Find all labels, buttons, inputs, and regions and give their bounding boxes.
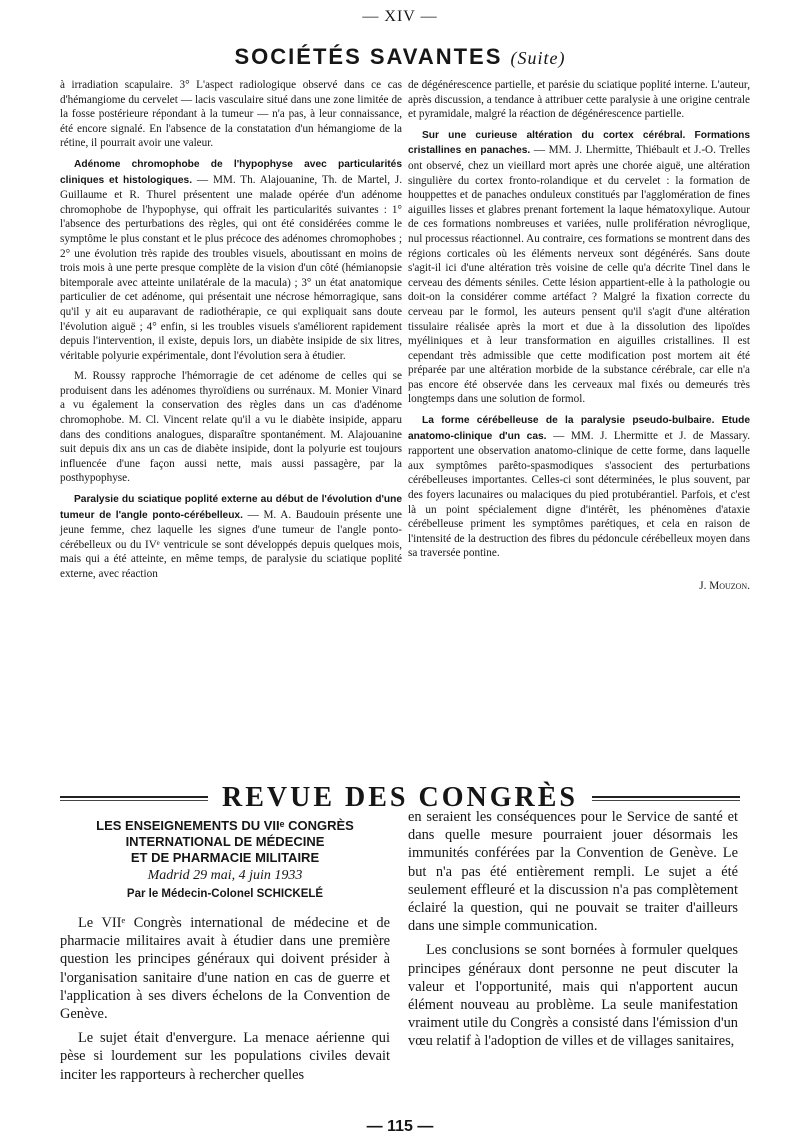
heading-line: INTERNATIONAL DE MÉDECINE <box>125 834 325 849</box>
right-column <box>408 78 750 594</box>
congres-right-column <box>408 808 738 1051</box>
congres-left-text <box>60 914 390 1084</box>
article-heading: La forme cérébelleuse de la paralysie pseudo-bulbaire. Etude anatomo-clinique d'un cas. <box>408 415 750 442</box>
article-text: — MM. J. Lhermitte, Thiébault et J.-O. Trelles ont observé, chez un vieillard mort après une chorée aiguë, une altération singulière du cortex fronto-rolandique et du cervelet : la formation de houppettes et de panaches onduleux constitués par l'agglomération de fines aiguilles lisses et glabres prenant fortement la laque hématoxylique. Autour de ces formations nombreuses et variées, nulle prolifération névroglique, nul processus réactionnel. Au contraire, ces formations se montrent dans des régions corticales où les éléments nerveux sont dégénérés. Sans doute s'agit-il ici d'une altération très voisine de celle qu'a décrite Tinel dans le cerveau des déments séniles. Cette lésion appartient-elle à la pathologie ou doit-on la considérer comme artéfact ? Malgré la fixation correcte du cerveau par le formol, les auteurs pensent qu'il s'agit d'une altération tissulaire réalisée après la mort et due à la dissolution des lipoïdes myéliniques et à leur transformation en aiguilles cristallines. Il est cependant très admissible que cette modification post mortem ait été préparée par une altération morbide de la substance cérébrale, car elle n'a pas encore été observée dans les cerveaux mal fixés ou demeurés très longtemps dans une solution de formol. <box>408 144 750 406</box>
congres-article-heading <box>60 818 390 866</box>
article-heading: Adénome chromophobe de l'hypophyse avec particularités cliniques et histologiques. <box>60 158 402 186</box>
article-text: — MM. J. Lhermitte et J. de Massary. rapportent une observation anatomo-clinique de cette forme, dans laquelle aux symptômes parêto-spasmodiques s'associent des perturbations cérébelleuses importantes. Celles-ci sont déterminées, le plus souvent, par des foyers lacunaires ou malaciques du pied protubérantiel. Parfois, et c'est là un point spécialement digne d'intérêt, les phénomènes d'ataxie cérébelleuse priment les symptômes parétiques, et cela en raison de l'intensité de la destruction des fibres du pédoncule cérébelleux moyen dans sa traversée pontine. <box>408 429 750 560</box>
paragraph: Le sujet était d'envergure. La menace aérienne qui pèse si lourdement sur les populations civiles devait inciter les rapporteurs à rechercher quelles <box>60 1030 390 1083</box>
paragraph: Le VIIᵉ Congrès international de médecine et de pharmacie militaires avait à étudier dans une première question les principes généraux qui doivent présider à l'organisation sanitaire d'une nation en cas de guerre et l'application à ses divers échelons de la Convention de Genève. <box>60 915 390 1023</box>
article-heading: Sur une curieuse altération du cortex cérébral. Formations cristallines en panaches. <box>408 129 750 157</box>
article-authors: — MM. Th. Alajouanine, Th. de Martel, J. Guillaume et R. Thurel <box>60 173 402 202</box>
congres-author: Par le Médecin-Colonel SCHICKELÉ <box>126 888 324 900</box>
left-column <box>60 78 402 582</box>
heading-line: ET DE PHARMACIE MILITAIRE <box>130 850 320 865</box>
paragraph: M. Roussy rapproche l'hémorragie de cet adénome de celles qui se produisent dans les adénomes thyroïdiens ou surrénaux. M. Monier Vinard a vu également la conservation des règles dans un cas d'adénome chromophobe. M. Cl. Vincent relate qu'il a vu le diabète insipide, apparu dans des conditions analogues, disparaître spontanément. M. Alajouanine suit depuis dix ans un cas de diabète insipide, dont la polyurie est toujours influencée d'une façon aussi nette, mais aussi passagère, par la posthypophyse. <box>60 370 402 485</box>
article-adenome <box>60 157 402 363</box>
article-paralysie <box>60 492 402 582</box>
paragraph: en seraient les conséquences pour le Service de santé et dans quelle mesure pourraient jouer désormais les immunités conférées par la Convention de Genève. Le but n'a pas été entièrement rempli. Le sujet a été seulement effleuré et la discussion n'a pas complètement éclairé la question, qui ne pouvait se traiter d'ailleurs dans une simple communication. <box>408 809 738 935</box>
congres-dates: Madrid 29 mai, 4 juin 1933 <box>147 868 303 883</box>
paragraph: de dégénérescence partielle, et parésie du sciatique poplité interne. L'auteur, après discussion, a tendance à attribuer cette paralysie à une origine centrale et pyramidale, malgré la réaction de dégénérescence partielle. <box>408 79 750 121</box>
article-text: — M. A. Baudouin présente une jeune femme, chez laquelle les signes d'une tumeur de l'angle ponto-cérébelleux ou du IVᵉ ventricule se sont développés depuis quelques mois, mais qui a été atteinte, en même temps, de paralysie du sciatique poplité externe, avec réaction <box>60 508 403 580</box>
article-text: présentent une malade opérée d'un adénome chromophobe de l'hypophyse, qui offrait les particularités suivantes : 1° l'absence des perturbations des règles, qui ont été considérées comme le symptôme le plus constant et le plus précoce des adénomes chromophobes ; 2° une évolution très rapide des troubles visuels, aboutissant en moins de trois mois à une perte presque complète de la vision d'un côté (hémianopsie bitemporale avec atteinte unilatérale de la macula) ; 3° un état anatomique particulier de cet adénome, qui présentait une nécrose hémorragique, sans qu'il y ait eu auparavant de radiothérapie, ce qui expliquait sans doute l'évolution aiguë ; 4° enfin, si les troubles visuels s'améliorent rapidement depuis l'intervention, il existe, depuis lors, un diabète insipide de six litres, véritable polyurie expérimentale, dont l'évolution sera à étudier. <box>60 189 402 362</box>
paragraph: à irradiation scapulaire. 3° L'aspect radiologique observé dans ce cas d'hémangiome du cervelet — lacis vasculaire situé dans une zone limitée de la fosse postérieure répondant à la tumeur — n'a pas, à leur connaissance, été encore signalé. En l'absence de la constatation d'un hémangiome de la rétine, il pourrait avoir une valeur. <box>60 79 402 150</box>
revue-title-text: REVUE DES CONGRÈS <box>208 782 592 813</box>
section-title <box>0 44 800 70</box>
article-forme <box>408 413 750 561</box>
paragraph: Les conclusions se sont bornées à formuler quelques principes généraux dont personne ne peut discuter la valeur et l'opportunité, mais qui n'apportent aucun élément nouveau au problème. La seule manifestation vraiment utile du Congrès a consisté dans l'émission d'un vœu relatif à l'adoption de villes et de villages sanitaires, <box>408 942 738 1050</box>
section-title-suite: (Suite) <box>510 48 566 68</box>
heading-line: LES ENSEIGNEMENTS DU VIIᵉ CONGRÈS <box>96 818 354 833</box>
section-title-text: SOCIÉTÉS SAVANTES <box>234 44 503 69</box>
page-number: — 115 — <box>366 1118 434 1135</box>
congres-left-column <box>60 818 390 1084</box>
article-curieuse <box>408 128 750 407</box>
article-heading: Paralysie du sciatique poplité externe au début de l'évolution d'une tumeur de l'angle ponto-cérébelleux. <box>60 494 402 521</box>
signature: J. Mouzon. <box>699 580 750 592</box>
page-number-roman: — XIV — <box>362 8 438 25</box>
